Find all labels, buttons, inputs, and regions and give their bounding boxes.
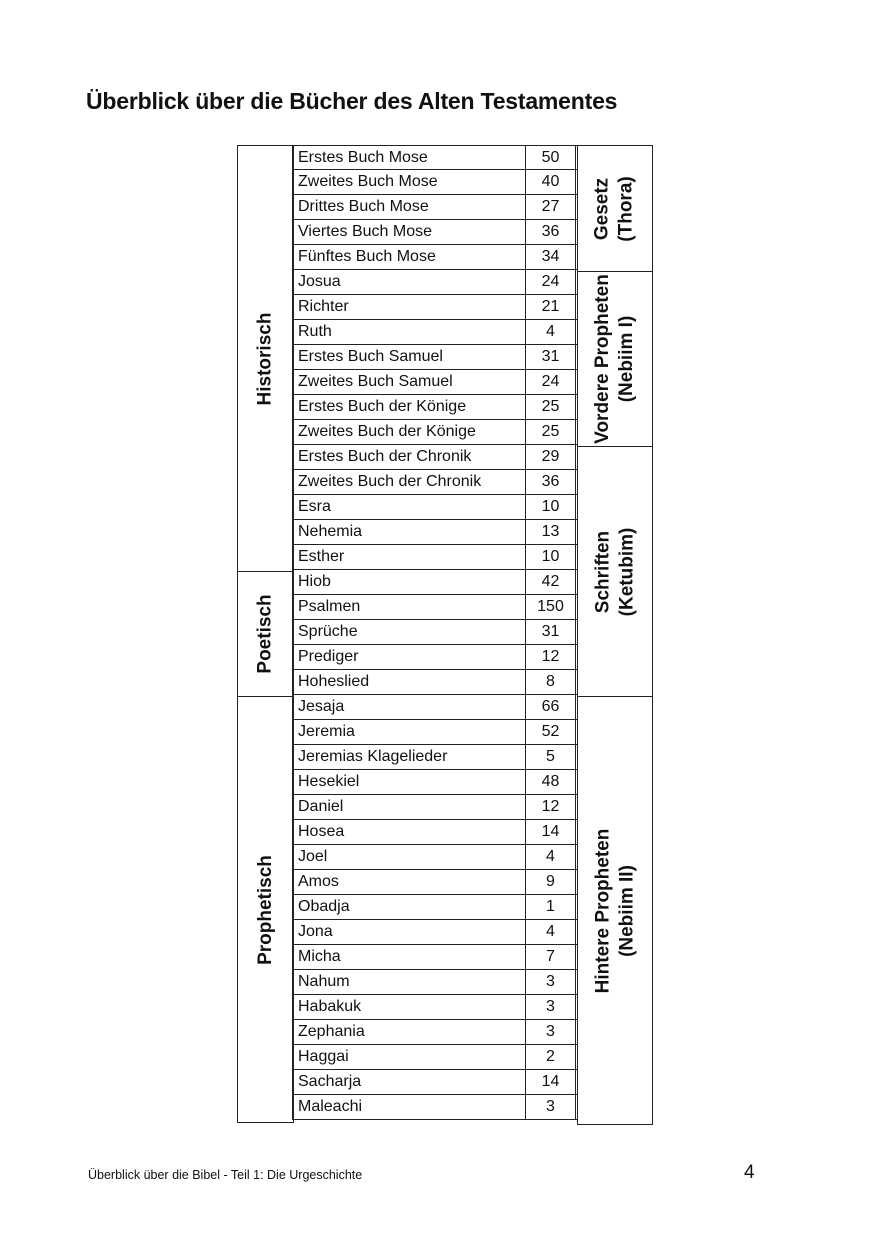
- category-label-wrap: [237, 145, 294, 572]
- table-row: [292, 595, 578, 620]
- book-name: Zweites Buch Mose: [292, 170, 526, 194]
- category-label-wrap: [237, 571, 294, 697]
- book-name: Habakuk: [292, 995, 526, 1019]
- book-name: Psalmen: [292, 595, 526, 619]
- table-row: [292, 570, 578, 595]
- book-name: Ruth: [292, 320, 526, 344]
- chapter-count: 8: [526, 670, 576, 694]
- chapter-count: 3: [526, 1095, 576, 1119]
- chapter-count: 25: [526, 395, 576, 419]
- chapter-count: 3: [526, 995, 576, 1019]
- table-row: [292, 820, 578, 845]
- book-name: Erstes Buch Mose: [292, 146, 526, 169]
- table-row: [292, 945, 578, 970]
- chapter-count: 27: [526, 195, 576, 219]
- table-row: [292, 195, 578, 220]
- table-row: [292, 720, 578, 745]
- table-row: [292, 670, 578, 695]
- book-name: Amos: [292, 870, 526, 894]
- chapter-count: 24: [526, 370, 576, 394]
- group-label-gesetz: [591, 176, 639, 241]
- chapter-count: 9: [526, 870, 576, 894]
- book-name: Richter: [292, 295, 526, 319]
- table-row: [292, 645, 578, 670]
- table-row: [292, 245, 578, 270]
- book-name: Zweites Buch Samuel: [292, 370, 526, 394]
- book-name: Zweites Buch der Könige: [292, 420, 526, 444]
- book-name: Zephania: [292, 1020, 526, 1044]
- book-name: Erstes Buch der Könige: [292, 395, 526, 419]
- book-name: Micha: [292, 945, 526, 969]
- group-label-line2: (Nebiim II): [616, 864, 638, 957]
- book-name: Prediger: [292, 645, 526, 669]
- page-number: 4: [744, 1162, 755, 1183]
- group-label-line2: (Ketubim): [616, 527, 637, 616]
- chapter-count: 36: [526, 470, 576, 494]
- category-label-wrap: [237, 696, 294, 1123]
- table-row: [292, 495, 578, 520]
- book-name: Daniel: [292, 795, 526, 819]
- chapter-count: 14: [526, 1070, 576, 1094]
- table-row: [292, 695, 578, 720]
- table-row: [292, 370, 578, 395]
- book-name: Nahum: [292, 970, 526, 994]
- books-table: [292, 145, 578, 1120]
- book-name: Erstes Buch Samuel: [292, 345, 526, 369]
- chapter-count: 34: [526, 245, 576, 269]
- table-row: [292, 770, 578, 795]
- table-row: [292, 470, 578, 495]
- group-label-wrap: [577, 271, 653, 447]
- chapter-count: 31: [526, 620, 576, 644]
- book-name: Hosea: [292, 820, 526, 844]
- table-row: [292, 1070, 578, 1095]
- book-name: Zweites Buch der Chronik: [292, 470, 526, 494]
- group-label-wrap: [577, 145, 653, 272]
- book-name: Hesekiel: [292, 770, 526, 794]
- chapter-count: 13: [526, 520, 576, 544]
- group-label-schriften: [591, 527, 639, 616]
- chapter-count: 12: [526, 645, 576, 669]
- chapter-count: 29: [526, 445, 576, 469]
- book-name: Viertes Buch Mose: [292, 220, 526, 244]
- chapter-count: 4: [526, 920, 576, 944]
- book-name: Fünftes Buch Mose: [292, 245, 526, 269]
- page-title: Überblick über die Bücher des Alten Testamentes: [86, 88, 618, 114]
- table-row: [292, 995, 578, 1020]
- book-name: Sprüche: [292, 620, 526, 644]
- table-row: [292, 345, 578, 370]
- table-row: [292, 845, 578, 870]
- chapter-count: 3: [526, 970, 576, 994]
- chapter-count: 48: [526, 770, 576, 794]
- group-label-line1: Schriften: [592, 530, 613, 613]
- group-label-line2: (Nebiim I): [616, 315, 638, 403]
- book-name: Hiob: [292, 570, 526, 594]
- chapter-count: 1: [526, 895, 576, 919]
- book-name: Drittes Buch Mose: [292, 195, 526, 219]
- chapter-count: 25: [526, 420, 576, 444]
- table-row: [292, 970, 578, 995]
- group-label-vordere-propheten: [591, 274, 639, 444]
- book-name: Obadja: [292, 895, 526, 919]
- table-row: [292, 445, 578, 470]
- book-name: Josua: [292, 270, 526, 294]
- footer-text: Überblick über die Bibel - Teil 1: Die Urgeschichte: [88, 1168, 363, 1182]
- table-row: [292, 1045, 578, 1070]
- table-row: [292, 745, 578, 770]
- table-row: [292, 520, 578, 545]
- group-label-line1: Hintere Propheten: [592, 828, 614, 993]
- book-name: Nehemia: [292, 520, 526, 544]
- table-row: [292, 545, 578, 570]
- table-row: [292, 1020, 578, 1045]
- table-row: [292, 1095, 578, 1120]
- group-label-wrap: [577, 446, 653, 697]
- table-row: [292, 420, 578, 445]
- table-row: [292, 270, 578, 295]
- table-row: [292, 895, 578, 920]
- table-row: [292, 320, 578, 345]
- table-row: [292, 870, 578, 895]
- group-label-line1: Gesetz: [592, 177, 613, 240]
- table-row: [292, 295, 578, 320]
- table-row: [292, 795, 578, 820]
- category-label-poetisch: Poetisch: [254, 594, 276, 674]
- book-name: Jona: [292, 920, 526, 944]
- chapter-count: 40: [526, 170, 576, 194]
- chapter-count: 10: [526, 545, 576, 569]
- category-label-prophetisch: Prophetisch: [254, 854, 276, 965]
- chapter-count: 150: [526, 595, 576, 619]
- chapter-count: 66: [526, 695, 576, 719]
- book-name: Esther: [292, 545, 526, 569]
- book-name: Jesaja: [292, 695, 526, 719]
- chapter-count: 24: [526, 270, 576, 294]
- chapter-count: 31: [526, 345, 576, 369]
- group-label-line2: (Thora): [616, 175, 637, 242]
- table-row: [292, 170, 578, 195]
- chapter-count: 36: [526, 220, 576, 244]
- category-label-historisch: Historisch: [254, 312, 276, 405]
- chapter-count: 21: [526, 295, 576, 319]
- book-name: Jeremias Klagelieder: [292, 745, 526, 769]
- table-row: [292, 920, 578, 945]
- chapter-count: 10: [526, 495, 576, 519]
- book-name: Jeremia: [292, 720, 526, 744]
- chapter-count: 12: [526, 795, 576, 819]
- book-name: Hoheslied: [292, 670, 526, 694]
- group-label-wrap: [577, 696, 653, 1125]
- chapter-count: 3: [526, 1020, 576, 1044]
- table-row: [292, 145, 578, 170]
- chapter-count: 5: [526, 745, 576, 769]
- book-name: Haggai: [292, 1045, 526, 1069]
- book-name: Sacharja: [292, 1070, 526, 1094]
- group-label-line1: Vordere Propheten: [592, 274, 614, 444]
- chapter-count: 52: [526, 720, 576, 744]
- book-name: Maleachi: [292, 1095, 526, 1119]
- group-label-hintere-propheten: [591, 828, 639, 993]
- table-row: [292, 395, 578, 420]
- chapter-count: 50: [526, 146, 576, 169]
- chapter-count: 4: [526, 845, 576, 869]
- chapter-count: 7: [526, 945, 576, 969]
- book-name: Esra: [292, 495, 526, 519]
- table-row: [292, 220, 578, 245]
- table-row: [292, 620, 578, 645]
- chapter-count: 14: [526, 820, 576, 844]
- book-name: Erstes Buch der Chronik: [292, 445, 526, 469]
- chapter-count: 2: [526, 1045, 576, 1069]
- book-name: Joel: [292, 845, 526, 869]
- chapter-count: 42: [526, 570, 576, 594]
- chapter-count: 4: [526, 320, 576, 344]
